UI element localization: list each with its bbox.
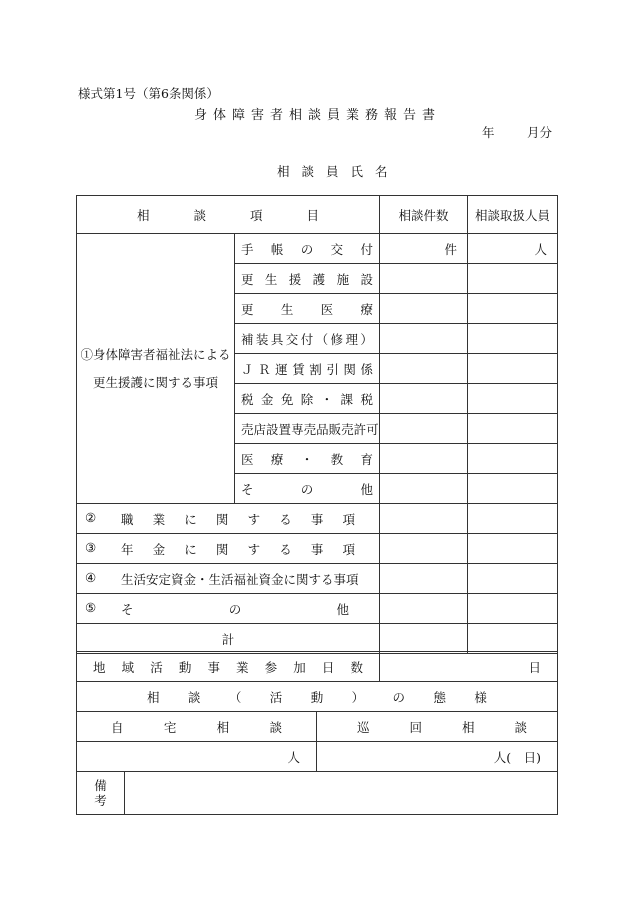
item-label: 税 金 免 除 ・ 課 税 [235,384,380,414]
home-consultation-label: 自 宅 相 談 [77,712,317,742]
header-consultation-item [77,196,380,234]
item-label: 売 店 設 置 専 売 品 販 売 許 可 [235,414,380,444]
visit-consultation-persons[interactable]: 人( 日) [317,742,558,772]
mode-label: 相 談 （ 活 動 ） の 態 様 [77,682,558,712]
item-label: 更 生 援 護 施 設 [235,264,380,294]
total-count-cell[interactable] [380,624,468,654]
month-label: 月分 [527,125,553,140]
persons-cell[interactable] [468,444,558,474]
category-text: そ の 他 [121,601,349,617]
group1-label-line2: 更生援護に関する事項 [92,374,218,390]
persons-cell[interactable] [468,414,558,444]
persons-cell[interactable] [468,534,558,564]
remarks-label-1: 備 [94,778,107,793]
item-label: 手 帳 の 交 付 [235,234,380,264]
category-number: ② [85,509,97,525]
count-cell[interactable] [380,354,468,384]
persons-cell[interactable] [468,594,558,624]
persons-cell[interactable] [468,474,558,504]
group1-label-line1: ①身体障害者福祉法による [80,346,231,362]
count-cell[interactable] [380,534,468,564]
item-row [77,234,558,264]
category-row [77,504,558,534]
category-text: 職 業 に 関 す る 事 項 [121,511,355,527]
category-row [77,534,558,564]
count-cell[interactable] [380,414,468,444]
remarks-field[interactable] [125,772,558,815]
item-label: 医 療 ・ 教 育 [235,444,380,474]
header-persons: 相談取扱人員 [468,196,558,234]
home-consultation-persons[interactable]: 人 [77,742,317,772]
category-number: ⑤ [85,599,97,615]
count-cell[interactable] [380,324,468,354]
item-label: そ の 他 [235,474,380,504]
document-title: 身体障害者相談員業務報告書 [194,108,442,123]
category-text: 生活安定資金・生活福祉資金に関する事項 [121,571,359,587]
category-text: 年 金 に 関 す る 事 項 [121,541,355,557]
item-label: 更 生 医 療 [235,294,380,324]
activity-table [76,651,558,815]
count-cell[interactable]: 件 [380,234,468,264]
total-label: 計 [77,624,380,654]
persons-cell[interactable] [468,504,558,534]
persons-cell[interactable] [468,354,558,384]
count-cell[interactable] [380,594,468,624]
activity-days-cell[interactable]: 日 [380,652,558,682]
persons-cell[interactable]: 人 [468,234,558,264]
item-label: Ｊ Ｒ 運 賃 割 引 関 係 [235,354,380,384]
category-label [77,504,380,534]
category-row [77,564,558,594]
group1-label [77,234,235,504]
counselor-name-label: 相談員氏名 [277,164,400,179]
consultation-table [76,195,558,654]
header-count: 相談件数 [380,196,468,234]
total-persons-cell[interactable] [468,624,558,654]
count-cell[interactable] [380,504,468,534]
remarks-label [77,772,125,815]
category-number: ③ [85,539,97,555]
form-number: 様式第1号（第6条関係） [78,86,219,101]
remarks-label-2: 考 [94,793,107,808]
activity-days-label: 地 域 活 動 事 業 参 加 日 数 [77,652,380,682]
count-cell[interactable] [380,384,468,414]
persons-cell[interactable] [468,264,558,294]
count-cell[interactable] [380,474,468,504]
category-label [77,564,380,594]
total-row [77,624,558,654]
category-row [77,594,558,624]
item-label: 補 装 具 交 付 （ 修 理 ） [235,324,380,354]
persons-cell[interactable] [468,384,558,414]
category-label [77,534,380,564]
header-consultation-item-text: 相 談 項 目 [137,207,319,223]
persons-cell[interactable] [468,324,558,354]
count-cell[interactable] [380,444,468,474]
persons-cell[interactable] [468,294,558,324]
visit-consultation-label: 巡 回 相 談 [317,712,558,742]
category-label [77,594,380,624]
count-cell[interactable] [380,264,468,294]
category-number: ④ [85,569,97,585]
count-cell[interactable] [380,564,468,594]
year-label: 年 [482,125,495,140]
persons-cell[interactable] [468,564,558,594]
count-cell[interactable] [380,294,468,324]
